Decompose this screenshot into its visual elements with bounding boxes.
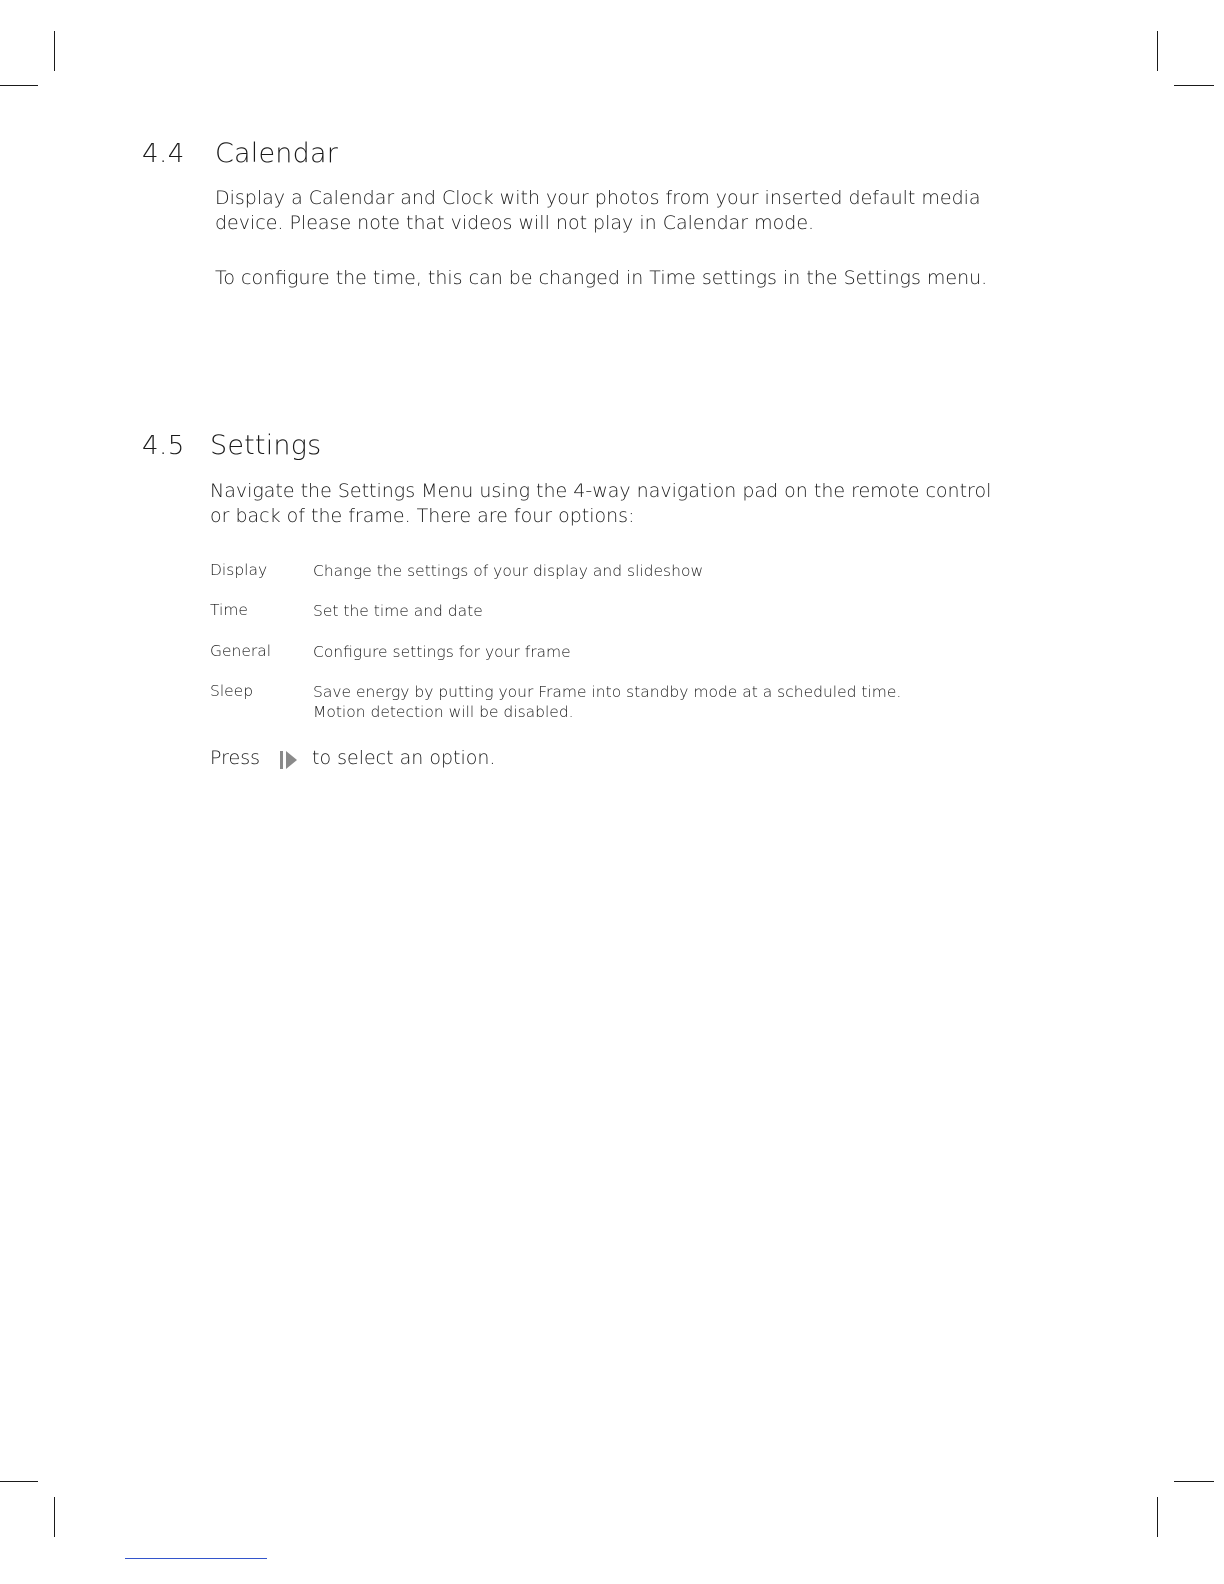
settings-section-title: Settings xyxy=(210,430,322,461)
option-desc-line: Configure settings for your frame xyxy=(313,643,571,661)
crop-mark-top-right-horizontal xyxy=(1174,85,1214,86)
settings-section-number: 4.5 xyxy=(142,431,185,461)
crop-mark-bottom-right-vertical xyxy=(1157,1497,1158,1537)
option-label-sleep: Sleep xyxy=(210,682,254,700)
calendar-intro-line: device. Please note that videos will not play in Calendar mode. xyxy=(215,212,815,234)
option-desc-line: Change the settings of your display and slideshow xyxy=(313,562,704,580)
crop-mark-bottom-right-horizontal xyxy=(1174,1481,1214,1482)
option-desc-display xyxy=(313,561,703,581)
option-label-time: Time xyxy=(210,601,248,619)
settings-intro xyxy=(210,479,991,529)
settings-intro-line: Navigate the Settings Menu using the 4-way navigation pad on the remote control xyxy=(210,480,992,502)
press-label: Press xyxy=(210,747,261,769)
calendar-section-number: 4.4 xyxy=(142,139,185,169)
press-instruction: to select an option. xyxy=(312,747,496,769)
option-desc-line: Save energy by putting your Frame into standby mode at a scheduled time. xyxy=(313,683,902,701)
option-label-general: General xyxy=(210,642,272,660)
footer-rule xyxy=(125,1558,267,1559)
settings-intro-line: or back of the frame. There are four options: xyxy=(210,505,635,527)
calendar-note-text: To configure the time, this can be changed in Time settings in the Settings menu. xyxy=(215,267,988,289)
calendar-intro xyxy=(215,186,981,236)
nav-right-icon xyxy=(279,749,299,771)
option-desc-sleep xyxy=(313,682,901,722)
crop-mark-bottom-left-vertical xyxy=(54,1497,55,1537)
crop-mark-top-left-horizontal xyxy=(0,85,38,86)
crop-mark-top-right-vertical xyxy=(1157,31,1158,71)
calendar-intro-line: Display a Calendar and Clock with your photos from your inserted default media xyxy=(215,187,981,209)
option-desc-time xyxy=(313,601,483,621)
crop-mark-bottom-left-horizontal xyxy=(0,1481,38,1482)
option-desc-general xyxy=(313,642,571,662)
option-desc-line: Set the time and date xyxy=(313,602,483,620)
calendar-note xyxy=(215,266,987,291)
option-label-display: Display xyxy=(210,561,268,579)
option-desc-line: Motion detection will be disabled. xyxy=(313,703,574,721)
calendar-section-title: Calendar xyxy=(215,138,339,169)
crop-mark-top-left-vertical xyxy=(54,31,55,71)
